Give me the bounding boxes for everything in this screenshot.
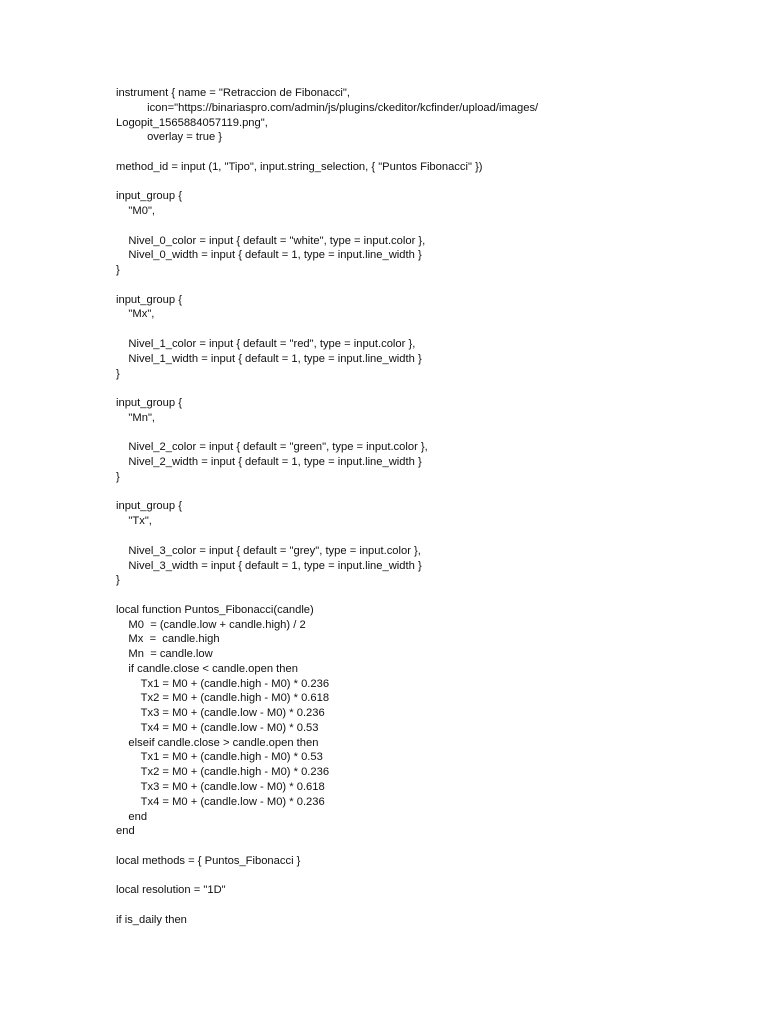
code-line: Nivel_3_width = input { default = 1, type = input.line_width } [116,559,422,572]
code-line: Nivel_3_color = input { default = "grey", type = input.color }, [116,544,421,557]
code-block [116,86,736,928]
code-line: input_group { [116,500,182,513]
code-line: Tx1 = M0 + (candle.high - M0) * 0.53 [116,751,323,764]
code-line: Mx = candle.high [116,633,220,646]
code-line: input_group { [116,397,182,410]
code-line: if is_daily then [116,913,187,926]
code-line: } [116,367,120,380]
code-line [116,175,736,190]
code-line: end [116,825,135,838]
code-line: instrument { name = "Retraccion de Fibonacci", [116,87,350,99]
code-line [116,529,736,544]
code-line: Tx3 = M0 + (candle.low - M0) * 0.618 [116,780,325,793]
code-line: input_group { [116,190,182,203]
code-line: "Tx", [116,515,152,528]
code-line [116,381,736,396]
code-line: icon="https://binariaspro.com/admin/js/plugins/ckeditor/kcfinder/upload/images/ [116,101,539,114]
code-line: Nivel_0_color = input { default = "white", type = input.color }, [116,234,426,247]
code-line: } [116,470,120,483]
code-line: Tx1 = M0 + (candle.high - M0) * 0.236 [116,677,330,690]
code-line: Tx3 = M0 + (candle.low - M0) * 0.236 [116,707,325,720]
code-line: Mn = candle.low [116,648,213,661]
code-line: "Mn", [116,411,156,424]
code-line: local resolution = "1D" [116,884,226,897]
code-line: overlay = true } [116,131,223,144]
code-line: "Mx", [116,308,155,321]
code-line [116,898,736,913]
code-line [116,322,736,337]
code-line: "M0", [116,205,156,218]
code-line: local function Puntos_Fibonacci(candle) [116,603,314,616]
code-line: Nivel_1_color = input { default = "red", type = input.color }, [116,338,416,351]
code-line: } [116,264,120,277]
code-line: Tx4 = M0 + (candle.low - M0) * 0.53 [116,721,319,734]
code-line: elseif candle.close > candle.open then [116,736,319,749]
code-line: Nivel_2_color = input { default = "green", type = input.color }, [116,441,428,454]
code-line [116,145,736,160]
code-line: Tx2 = M0 + (candle.high - M0) * 0.236 [116,766,330,779]
code-line [116,869,736,884]
code-line: Nivel_1_width = input { default = 1, type = input.line_width } [116,352,422,365]
code-line: } [116,574,120,587]
code-line: local methods = { Puntos_Fibonacci } [116,854,301,867]
code-line: Logopit_1565884057119.png", [116,116,268,129]
code-line: Tx2 = M0 + (candle.high - M0) * 0.618 [116,692,330,705]
code-line [116,839,736,854]
code-line [116,588,736,603]
code-line: end [116,810,148,823]
code-line: method_id = input (1, "Tipo", input.string_selection, { "Puntos Fibonacci" }) [116,160,483,173]
code-line: Nivel_0_width = input { default = 1, type = input.line_width } [116,249,422,262]
code-line [116,278,736,293]
code-line: input_group { [116,293,182,306]
code-line: M0 = (candle.low + candle.high) / 2 [116,618,306,631]
code-line [116,485,736,500]
code-line [116,426,736,441]
code-line: if candle.close < candle.open then [116,662,298,675]
code-line [116,219,736,234]
code-line: Nivel_2_width = input { default = 1, type = input.line_width } [116,456,422,469]
code-line: Tx4 = M0 + (candle.low - M0) * 0.236 [116,795,325,808]
